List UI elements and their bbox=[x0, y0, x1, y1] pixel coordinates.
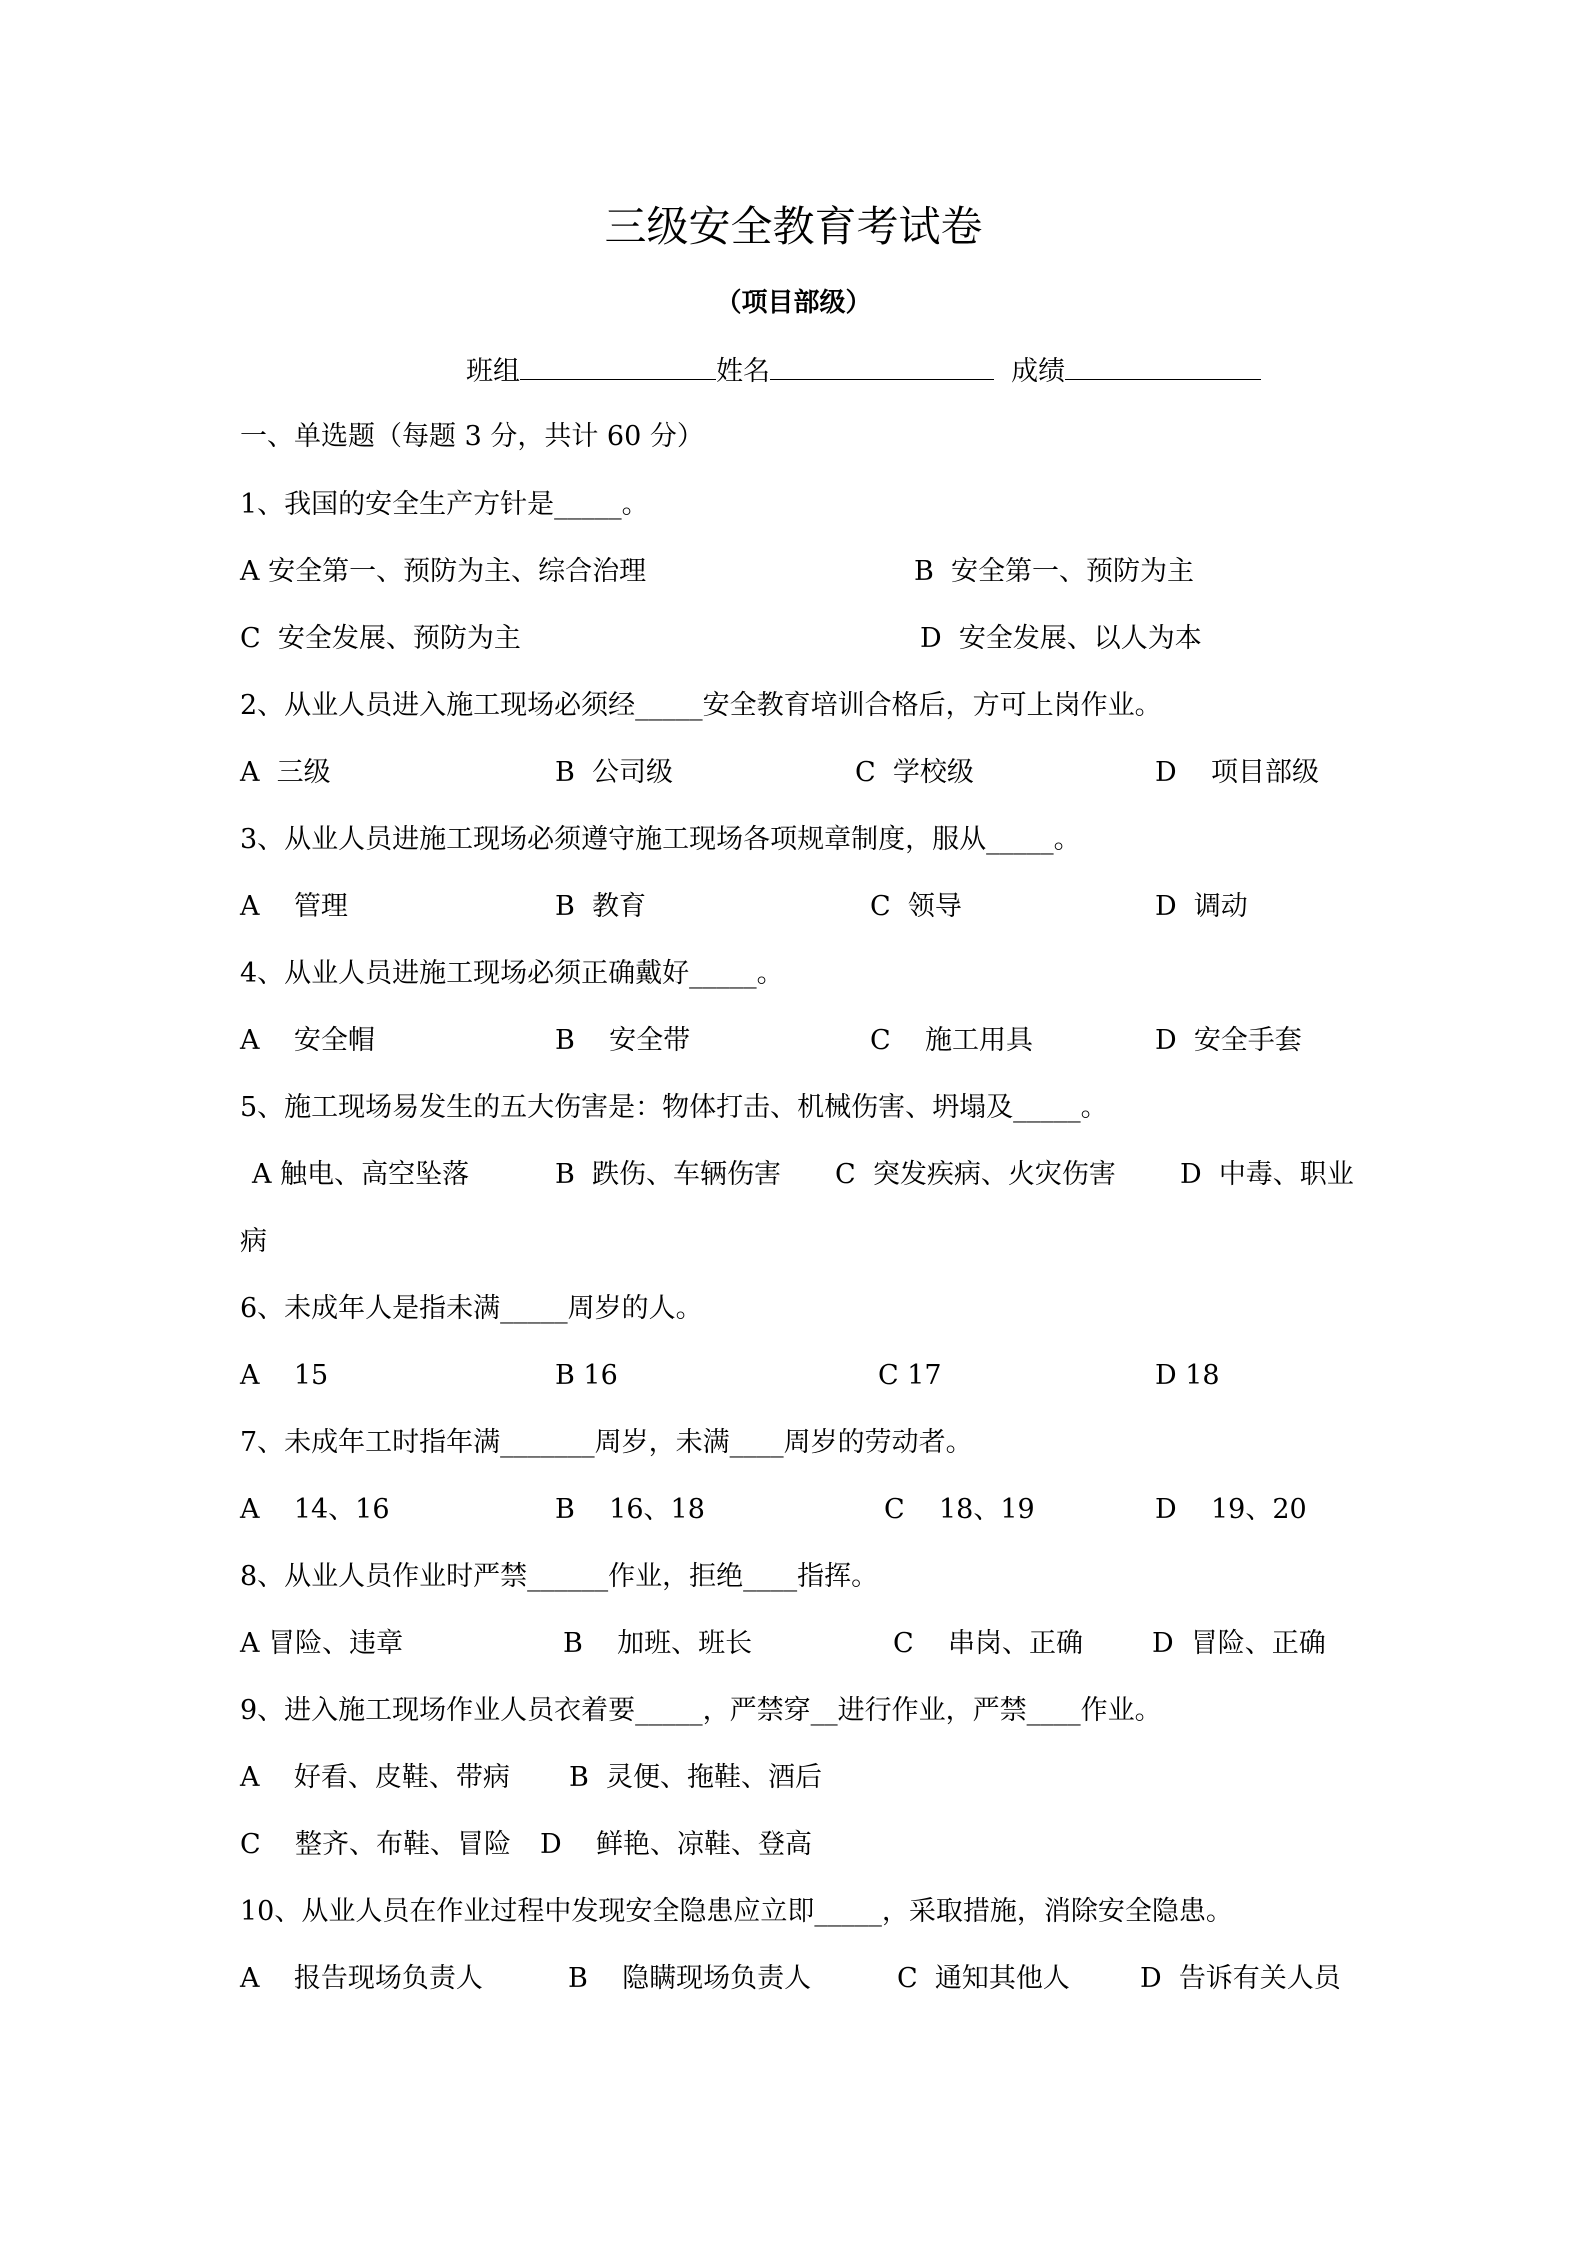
option-b: B 加班、班长 bbox=[563, 1628, 753, 1659]
option-a: A 报告现场负责人 bbox=[240, 1963, 483, 1994]
option-b: B 安全第一、预防为主 bbox=[914, 556, 1195, 587]
option-d: D 中毒、职业 bbox=[1180, 1159, 1354, 1190]
option-c: C 18、19 bbox=[884, 1494, 1035, 1525]
question-text: 2、从业人员进入施工现场必须经_____安全教育培训合格后，方可上岗作业。 bbox=[240, 690, 1162, 721]
question-text: 4、从业人员进施工现场必须正确戴好_____。 bbox=[240, 958, 784, 989]
option-b: B 16 bbox=[555, 1360, 618, 1391]
option-c: C 串岗、正确 bbox=[893, 1628, 1083, 1659]
option-d-wrap: 病 bbox=[240, 1226, 267, 1257]
option-d: D 18 bbox=[1155, 1360, 1220, 1391]
class-blank[interactable] bbox=[520, 353, 716, 380]
question-text: 8、从业人员作业时严禁______作业，拒绝____指挥。 bbox=[240, 1561, 879, 1592]
info-fields bbox=[466, 353, 1261, 389]
question-text: 3、从业人员进施工现场必须遵守施工现场各项规章制度，服从_____。 bbox=[240, 824, 1081, 855]
class-label: 班组 bbox=[466, 356, 520, 387]
option-d: D 冒险、正确 bbox=[1152, 1628, 1326, 1659]
question-text: 9、进入施工现场作业人员衣着要_____，严禁穿__进行作业，严禁____作业。 bbox=[240, 1695, 1162, 1726]
option-a: A 管理 bbox=[240, 891, 348, 922]
option-c: C 安全发展、预防为主 bbox=[240, 623, 521, 654]
option-a: A 14、16 bbox=[240, 1494, 390, 1525]
option-a: A 15 bbox=[240, 1360, 329, 1391]
option-c: C 通知其他人 bbox=[897, 1963, 1070, 1994]
option-c: C 施工用具 bbox=[870, 1025, 1033, 1056]
exam-subtitle: （项目部级） bbox=[715, 288, 872, 318]
option-c: C 整齐、布鞋、冒险 bbox=[240, 1829, 511, 1860]
option-a: A 触电、高空坠落 bbox=[252, 1159, 470, 1190]
score-blank[interactable] bbox=[1065, 353, 1261, 380]
option-b: B 跌伤、车辆伤害 bbox=[555, 1159, 782, 1190]
option-a: A 安全帽 bbox=[240, 1025, 375, 1056]
exam-title: 三级安全教育考试卷 bbox=[604, 202, 983, 251]
section-heading: 一、单选题（每题 3 分，共计 60 分） bbox=[240, 421, 704, 452]
option-d: D 19、20 bbox=[1155, 1494, 1307, 1525]
option-d: D 鲜艳、凉鞋、登高 bbox=[540, 1829, 812, 1860]
option-b: B 公司级 bbox=[555, 757, 674, 788]
option-c: C 学校级 bbox=[855, 757, 974, 788]
question-text: 7、未成年工时指年满_______周岁，未满____周岁的劳动者。 bbox=[240, 1427, 973, 1458]
question-text: 5、施工现场易发生的五大伤害是：物体打击、机械伤害、坍塌及_____。 bbox=[240, 1092, 1108, 1123]
option-c: C 17 bbox=[878, 1360, 942, 1391]
option-a: A 安全第一、预防为主、综合治理 bbox=[240, 556, 647, 587]
question-text: 10、从业人员在作业过程中发现安全隐患应立即_____，采取措施，消除安全隐患。 bbox=[240, 1896, 1233, 1927]
option-c: C 突发疾病、火灾伤害 bbox=[835, 1159, 1116, 1190]
option-d: D 调动 bbox=[1155, 891, 1248, 922]
option-c: C 领导 bbox=[870, 891, 962, 922]
question-text: 6、未成年人是指未满_____周岁的人。 bbox=[240, 1293, 703, 1324]
option-b: B 16、18 bbox=[555, 1494, 705, 1525]
score-label: 成绩 bbox=[1011, 356, 1066, 387]
option-a: A 三级 bbox=[240, 757, 331, 788]
option-b: B 隐瞒现场负责人 bbox=[568, 1963, 812, 1994]
option-b: B 灵便、拖鞋、酒后 bbox=[569, 1762, 823, 1793]
name-blank[interactable] bbox=[770, 353, 994, 380]
question-text: 1、我国的安全生产方针是_____。 bbox=[240, 489, 649, 520]
option-a: A 冒险、违章 bbox=[240, 1628, 404, 1659]
option-b: B 安全带 bbox=[555, 1025, 691, 1056]
option-d: D 项目部级 bbox=[1155, 757, 1319, 788]
option-a: A 好看、皮鞋、带病 bbox=[240, 1762, 510, 1793]
option-b: B 教育 bbox=[555, 891, 647, 922]
name-label: 姓名 bbox=[716, 356, 770, 387]
option-d: D 安全手套 bbox=[1155, 1025, 1302, 1056]
option-d: D 告诉有关人员 bbox=[1140, 1963, 1341, 1994]
option-d: D 安全发展、以人为本 bbox=[920, 623, 1202, 654]
